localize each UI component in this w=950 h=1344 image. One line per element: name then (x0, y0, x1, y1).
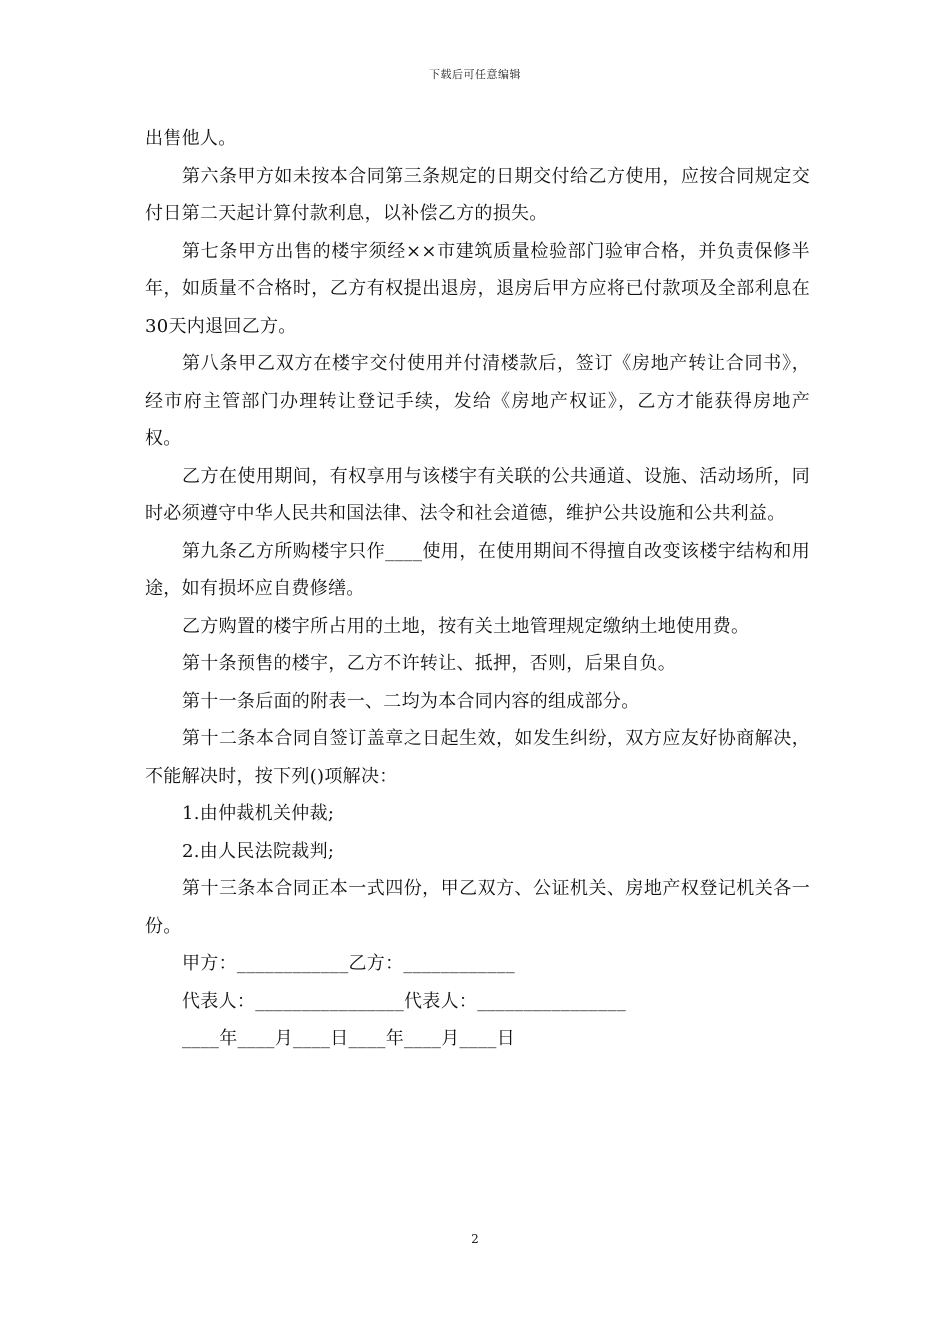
paragraph-article-10: 第十条预售的楼宇，乙方不许转让、抵押，否则，后果自负。 (182, 653, 677, 674)
paragraph-article-11: 第十一条后面的附表一、二均为本合同内容的组成部分。 (182, 690, 640, 712)
paragraph-article-6: 第六条甲方如未按本合同第三条规定的日期交付给乙方使用，应按合同规定交付日第二天起计算付款利息，以补偿乙方的损失。 (145, 165, 810, 224)
signature-parties-line: 甲方：____________乙方：____________ (182, 953, 515, 974)
list-item-court: 2.由人民法院裁判; (182, 840, 335, 862)
signature-date-line: ____年____月____日____年____月____日 (182, 1028, 515, 1049)
paragraph-usage-rights: 乙方在使用期间，有权享用与该楼宇有关联的公共通道、设施、活动场所，同时必须遵守中华人民共和国法律、法令和社会道德，维护公共设施和公共利益。 (145, 465, 810, 524)
paragraph-article-9: 第九条乙方所购楼宇只作____使用，在使用期间不得擅自改变该楼宇结构和用途，如有损坏应自费修缮。 (145, 540, 810, 599)
signature-representatives-line: 代表人：________________代表人：________________ (182, 990, 626, 1012)
document-body (145, 120, 810, 1058)
page-number: 2 (471, 1232, 479, 1246)
page-header: 下载后可任意编辑 (429, 68, 521, 81)
list-item-arbitration: 1.由仲裁机关仲裁; (182, 803, 335, 824)
paragraph-article-8: 第八条甲乙双方在楼宇交付使用并付清楼款后，签订《房地产转让合同书》，经市府主管部门办理转让登记手续，发给《房地产权证》，乙方才能获得房地产权。 (145, 353, 810, 449)
paragraph-article-13: 第十三条本合同正本一式四份，甲乙双方、公证机关、房地产权登记机关各一份。 (145, 878, 810, 937)
paragraph-continuation: 出售他人。 (145, 128, 237, 149)
paragraph-article-12: 第十二条本合同自签订盖章之日起生效，如发生纠纷，双方应友好协商解决，不能解决时，按下列()项解决： (145, 728, 810, 787)
paragraph-land-fee: 乙方购置的楼宇所占用的土地，按有关土地管理规定缴纳土地使用费。 (182, 615, 750, 637)
paragraph-article-7: 第七条甲方出售的楼宇须经××市建筑质量检验部门验审合格，并负责保修半年，如质量不合格时，乙方有权提出退房，退房后甲方应将已付款项及全部利息在30天内退回乙方。 (145, 240, 810, 337)
